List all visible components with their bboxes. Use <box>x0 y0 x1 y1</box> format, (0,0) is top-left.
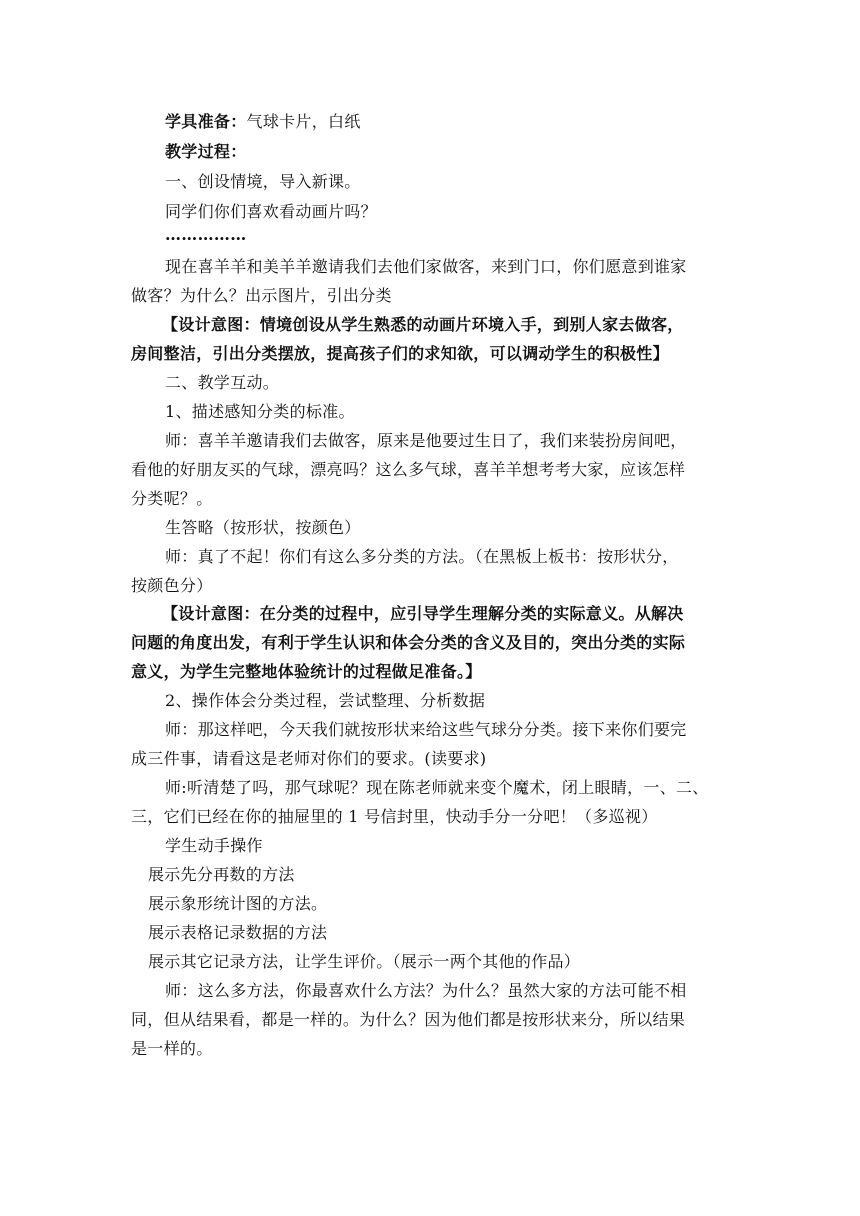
design-intent-line: 问题的角度出发，有利于学生认识和体会分类的含义及目的，突出分类的实际 <box>131 633 686 652</box>
design-intent-line: 房间整洁，引出分类摆放，提高孩子们的求知欲，可以调动学生的积极性】 <box>131 344 669 363</box>
design-intent-line: 【设计意图：情境创设从学生熟悉的动画片环境入手，到别人家去做客， <box>162 315 684 334</box>
paragraph-line: 现在喜羊羊和美羊羊邀请我们去他们家做客，来到门口，你们愿意到谁家 <box>165 257 687 276</box>
paragraph-line: 学生动手操作 <box>165 836 263 855</box>
subsection-heading: 2、操作体会分类过程，尝试整理、分析数据 <box>165 691 486 710</box>
design-intent-line: 意义，为学生完整地体验统计的过程做足准备。】 <box>131 662 482 681</box>
section-heading: 教学过程： <box>165 142 247 161</box>
paragraph-line: 展示其它记录方法，让学生评价。（展示一两个其他的作品） <box>148 952 581 971</box>
paragraph-line: 师：那这样吧，今天我们就按形状来给这些气球分分类。接下来你们要完 <box>165 720 687 739</box>
paragraph-line: 是一样的。 <box>131 1039 213 1058</box>
paragraph-line: 展示表格记录数据的方法 <box>148 923 328 942</box>
paragraph-line: 看他的好朋友买的气球，漂亮吗？这么多气球，喜羊羊想考考大家，应该怎样 <box>131 460 686 479</box>
paragraph-line <box>165 111 361 133</box>
paragraph-line: 展示象形统计图的方法。 <box>148 894 328 913</box>
section-heading: 二、教学互动。 <box>165 373 280 392</box>
section-label: 学具准备： <box>165 112 247 131</box>
subsection-heading: 1、描述感知分类的标准。 <box>165 402 355 421</box>
paragraph-line: 师：这么多方法，你最喜欢什么方法？为什么？虽然大家的方法可能不相 <box>165 981 687 1000</box>
paragraph-line: 做客？为什么？出示图片，引出分类 <box>131 286 392 305</box>
paragraph-line: 师：喜羊羊邀请我们去做客，原来是他要过生日了，我们来装扮房间吧， <box>165 431 687 450</box>
paragraph-line: 师：真了不起！你们有这么多分类的方法。（在黑板上板书：按形状分， <box>165 547 679 566</box>
paragraph-line: 成三件事，请看这是老师对你们的要求。(读要求) <box>131 749 487 768</box>
section-heading: 一、创设情境，导入新课。 <box>165 172 361 191</box>
paragraph-line: 生答略（按形状，按颜色） <box>165 518 361 537</box>
ellipsis-line: …………… <box>165 225 247 244</box>
paragraph-line: 三，它们已经在你的抽屉里的 1 号信封里，快动手分一分吧！（多巡视） <box>131 807 658 826</box>
paragraph-line: 展示先分再数的方法 <box>148 865 295 884</box>
design-intent-line: 【设计意图：在分类的过程中，应引导学生理解分类的实际意义。从解决 <box>162 604 684 623</box>
paragraph-line: 同学们你们喜欢看动画片吗？ <box>165 202 377 221</box>
paragraph-line: 分类呢？。 <box>131 489 213 508</box>
paragraph-line: 按颜色分） <box>131 576 213 595</box>
paragraph-line: 师:听清楚了吗，那气球呢？现在陈老师就来变个魔术，闭上眼睛，一、二、 <box>165 778 709 797</box>
line-text: 气球卡片，白纸 <box>246 112 361 131</box>
paragraph-line: 同，但从结果看，都是一样的。为什么？因为他们都是按形状来分，所以结果 <box>131 1010 686 1029</box>
